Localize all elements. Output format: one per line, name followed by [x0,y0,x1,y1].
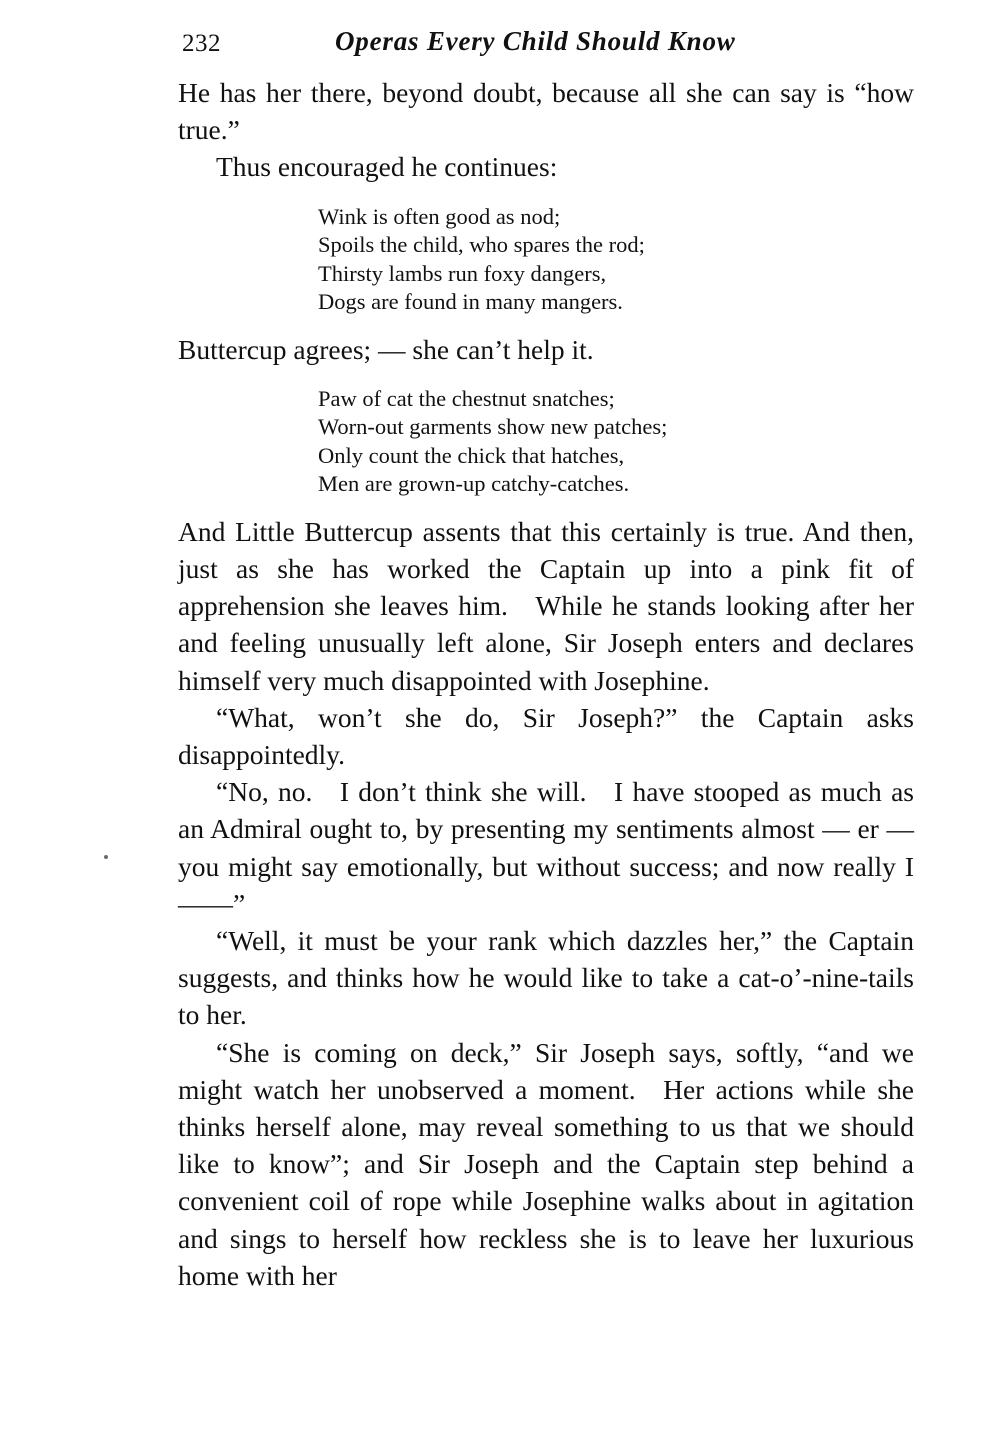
stray-ink-mark [104,855,108,859]
verse-line: Men are grown-up catchy-catches. [318,471,630,497]
verse-line: Spoils the child, who spares the rod; [318,232,645,258]
verse-line: Dogs are found in many mangers. [318,289,623,315]
paragraph-3: Buttercup agrees; — she can’t help it. [178,333,594,365]
verse-line: Paw of cat the chestnut snatches; [318,385,615,411]
paragraph-1: He has her there, beyond doubt, because all she can say is “how true.” [178,77,914,146]
paragraph-5: “What, won’t she do, Sir Joseph?” the Captain asks disappointedly. [178,701,914,771]
paragraph-2: Thus encouraged he continues: [216,151,558,183]
verse-block-1 [178,186,914,331]
paragraph-8: “She is coming on deck,” Sir Joseph says, softly, “and we might watch her unobserved a moment. Her actions while she thinks herself alone, may reveal something to us that we should like to know”; and Sir Joseph and the Captain step behind a convenient coil of rope while Josephine walks about in agitation and sings to herself how reckless she is to leave her luxurious home with her [178,1036,914,1291]
verse-line: Thirsty lambs run foxy dangers, [318,260,607,286]
verse-line: Only count the chick that hatches, [318,442,625,468]
page-number: 232 [182,30,221,57]
paragraph-4: And Little Buttercup assents that this certainly is true. And then, just as she has worked the Captain up into a pink fit of apprehension she leaves him. While he stands looking after her and feeling unusually left alone, Sir Joseph enters and declares himself very much disappointed with Josephine. [178,515,914,696]
paragraph-6: “No, no. I don’t think she will. I have stooped as much as an Admiral ought to, by presenting my sentiments almost — er — you might say emotionally, but without success; and now really I ——” [178,776,914,919]
page-body [178,74,914,1294]
running-head: Operas Every Child Should Know [335,26,736,56]
verse-line: Wink is often good as nod; [318,203,561,229]
page-header [0,14,1000,57]
paragraph-7: “Well, it must be your rank which dazzles her,” the Captain suggests, and thinks how he would like to take a cat-o’-nine-tails to her. [178,925,914,1031]
verse-block-2 [178,368,914,513]
verse-line: Worn-out garments show new patches; [318,414,668,440]
